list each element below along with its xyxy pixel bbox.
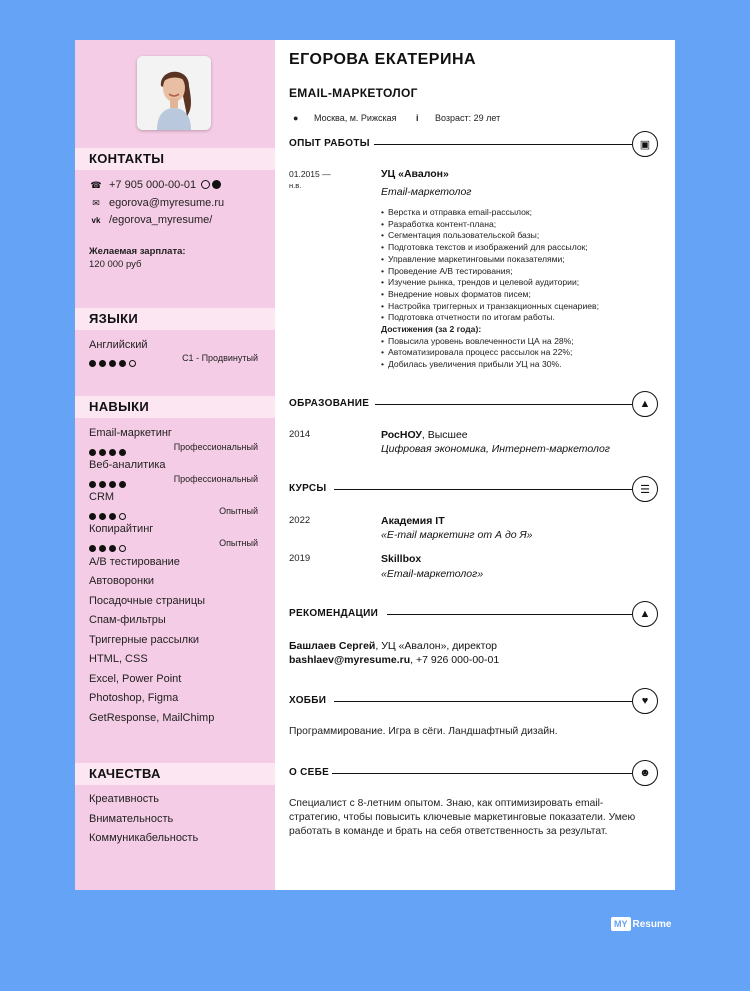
heart-icon: ♥ [632,688,658,714]
location-text: Москва, м. Рижская [314,113,397,123]
duties-list [381,207,599,371]
language-rating [89,354,139,372]
skill-level: Опытный [219,538,258,548]
envelope-icon: ✉ [92,198,100,208]
rating-dot [109,360,116,367]
list-item: • Проведение A/B тестирования; [381,266,599,278]
email-text[interactable]: egorova@myresume.ru [109,197,225,209]
whatsapp-icon [201,180,210,189]
sidebar [75,40,275,890]
candidate-name: ЕГОРОВА ЕКАТЕРИНА [289,51,477,68]
about-heading: О СЕБЕ [289,767,330,778]
candidate-position: EMAIL-МАРКЕТОЛОГ [289,86,418,100]
course-name: «Email-маркетолог» [381,568,484,580]
rating-dot-empty [119,545,126,552]
skill-name: Email-маркетинг [89,427,172,439]
rating-dot [89,481,96,488]
skill-rating [89,539,129,557]
phone-text[interactable]: +7 905 000-00-01 [109,179,197,191]
course-name: «E-mail маркетинг от А до Я» [381,529,533,541]
experience-company: УЦ «Авалон» [381,168,449,180]
list-item: • Настройка триггерных и транзакционных сценариев; [381,301,599,313]
rating-dot [119,360,126,367]
languages-heading: ЯЗЫКИ [75,308,275,330]
rating-dot [119,449,126,456]
recommender-contacts [289,654,499,666]
list-item: • Управление маркетинговыми показателями; [381,254,599,266]
rating-dot [109,481,116,488]
education-year: 2014 [289,429,311,440]
skill-name: Веб-аналитика [89,459,166,471]
rating-dot [109,545,116,552]
briefcase-icon: ▣ [632,131,658,157]
list-item: • Автоматизировала процесс рассылок на 22%; [381,347,599,359]
rating-dot [99,449,106,456]
list-item: • Внедрение новых форматов писем; [381,289,599,301]
language-name: Английский [89,339,148,351]
skill-name: CRM [89,491,115,503]
list-item: • Верстка и отправка email-рассылок; [381,207,599,219]
rating-dot [89,545,96,552]
phone-row [89,179,221,191]
document-icon: ☰ [632,476,658,502]
rating-dot-empty [129,360,136,367]
graduation-cap-icon: ▲ [632,391,658,417]
list-item: • Подготовка отчетности по итогам работы. [381,312,599,324]
profile-photo [137,56,211,130]
recommender-org: , УЦ «Авалон», директор [375,640,498,652]
rating-dot [89,513,96,520]
info-icon: i [416,113,419,123]
section-divider [387,614,632,615]
education-specialty: Цифровая экономика, Интернет-маркетолог [381,443,610,455]
experience-heading: ОПЫТ РАБОТЫ [289,138,370,149]
vk-text[interactable]: /egorova_myresume/ [109,214,213,226]
education-degree: , Высшее [421,429,468,441]
course-year: 2022 [289,515,311,526]
courses-heading: КУРСЫ [289,483,327,494]
email-row [89,197,224,209]
section-divider [334,489,632,490]
section-divider [332,773,632,774]
vk-row [89,214,212,226]
section-divider [374,144,632,145]
experience-date-start: 01.2015 — [289,169,331,179]
quality-item: Коммуникабельность [89,832,199,844]
language-level: C1 - Продвинутый [182,353,258,363]
experience-role: Email-маркетолог [381,186,472,198]
skill-item: Триггерные рассылки [89,634,200,646]
skill-item: Photoshop, Figma [89,692,179,704]
telegram-icon [212,180,221,189]
list-item: • Изучение рынка, трендов и целевой аудитории; [381,277,599,289]
phone-icon: ☎ [90,180,102,190]
section-divider [375,404,632,405]
recommender-phone: , +7 926 000-00-01 [410,654,500,666]
location-pin-icon: ● [293,113,299,123]
education-heading: ОБРАЗОВАНИЕ [289,398,370,409]
qualities-heading: КАЧЕСТВА [75,763,275,785]
rating-dot [99,545,106,552]
thumbs-up-icon: ▲ [632,601,658,627]
skill-item: Спам-фильтры [89,614,166,626]
logo-text: Resume [632,918,672,930]
skill-item: Посадочные страницы [89,595,206,607]
hobby-heading: ХОББИ [289,695,327,706]
salary-label: Желаемая зарплата: [89,246,186,257]
recommender-email[interactable]: bashlaev@myresume.ru [289,654,411,666]
quality-item: Креативность [89,793,160,805]
skill-level: Профессиональный [173,442,258,452]
education-school: РосНОУ [381,429,422,441]
myresume-logo [611,915,671,933]
recommendations-heading: РЕКОМЕНДАЦИИ [289,608,379,619]
skill-item: Excel, Power Point [89,673,182,685]
contacts-heading: КОНТАКТЫ [75,148,275,170]
about-text: Специалист с 8-летним опытом. Знаю, как оптимизировать email-стратегию, чтобы повысить ключевые маркетинговые показатели. Умею работать в команде и брать на себя ответственность за результат. [289,798,636,837]
recommender-name: Башлаев Сергей [289,640,376,652]
experience-date-end: н.в. [289,181,302,190]
logo-box: MY [611,917,631,931]
list-item: • Подготовка текстов и изображений для рассылок; [381,242,599,254]
salary-value: 120 000 руб [89,259,142,270]
resume-page [75,40,675,890]
achievements-heading: Достижения (за 2 года): [381,324,482,335]
rating-dot [119,481,126,488]
skill-level: Профессиональный [173,474,258,484]
rating-dot [109,513,116,520]
main-content [275,40,675,890]
list-item: • Добилась увеличения прибыли УЦ на 30%. [381,359,599,371]
user-icon: ☻ [632,760,658,786]
rating-dot [99,360,106,367]
skill-item: GetResponse, MailChimp [89,712,215,724]
recommender-row [289,640,497,652]
course-org: Skillbox [381,553,422,565]
quality-item: Внимательность [89,813,174,825]
rating-dot [89,449,96,456]
list-item: • Сегментация пользовательской базы; [381,230,599,242]
list-item: • Повысила уровень вовлеченности ЦА на 28%; [381,336,599,348]
course-org: Академия IT [381,515,445,527]
skill-item: A/B тестирование [89,556,180,568]
course-year: 2019 [289,553,311,564]
section-divider [334,701,632,702]
rating-dot [89,360,96,367]
vk-icon: vk [91,216,101,225]
list-item: • Разработка контент-плана; [381,219,599,231]
rating-dot-empty [119,513,126,520]
skill-level: Опытный [219,506,258,516]
education-school-row [381,429,468,441]
rating-dot [99,513,106,520]
rating-dot [99,481,106,488]
skill-name: Копирайтинг [89,523,154,535]
skill-item: HTML, CSS [89,653,148,665]
hobby-text: Программирование. Игра в сёги. Ландшафтный дизайн. [289,726,558,737]
skill-item: Автоворонки [89,575,155,587]
skills-heading: НАВЫКИ [75,396,275,418]
rating-dot [109,449,116,456]
age-text: Возраст: 29 лет [435,113,501,123]
